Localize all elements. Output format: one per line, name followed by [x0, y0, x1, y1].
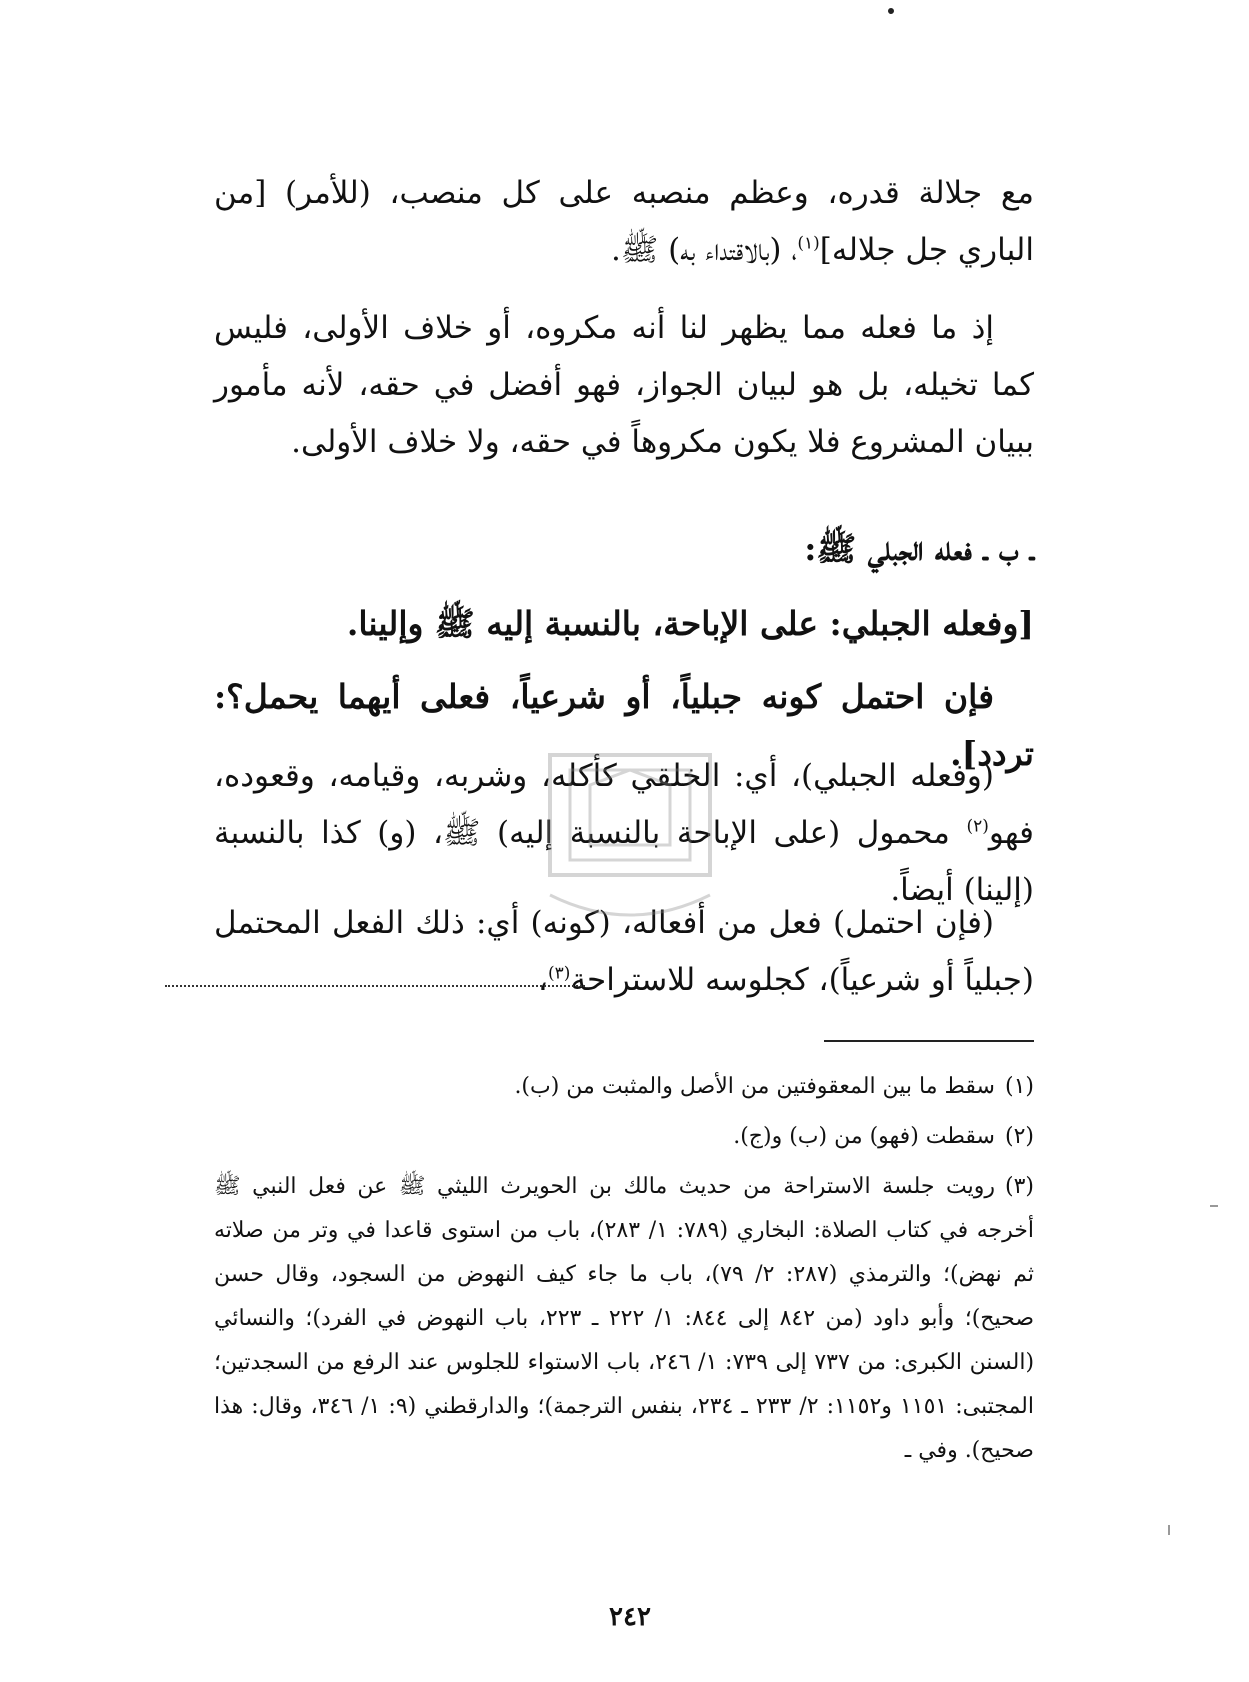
- footnote-ref-1[interactable]: (١): [797, 233, 820, 254]
- paragraph-3-text-a: (وفعله الجبلي)، أي: الخلقي كأكله، وشربه، وقيامه، وقعوده، فهو: [214, 758, 1034, 851]
- paragraph-3: [214, 748, 1034, 919]
- footnote-ref-3[interactable]: (٣): [548, 963, 571, 984]
- footnote-1-text: سقط ما بين المعقوفتين من الأصل والمثبت من (ب).: [514, 1074, 995, 1099]
- matn-line-1: [214, 595, 1034, 652]
- footnote-2-text: سقطت (فهو) من (ب) و(ج).: [733, 1124, 995, 1149]
- footnote-ref-2[interactable]: (٢): [966, 816, 989, 837]
- margin-mark: [1168, 1525, 1170, 1535]
- continuation-dots: [165, 985, 585, 987]
- paragraph-3-text-b: محمول (على الإباحة بالنسبة إليه) ﷺ، (و) كذا بالنسبة (إلينا) أيضاً.: [214, 815, 1034, 908]
- paragraph-1-tail: ، (بالاقتداء به) ﷺ.: [611, 232, 798, 268]
- paragraph-1: [214, 165, 1034, 279]
- paragraph-4-text-b: ،: [538, 962, 549, 998]
- scan-speck: [888, 8, 894, 14]
- footnote-2: [214, 1115, 1034, 1159]
- footnote-separator: [824, 1040, 1034, 1042]
- matn-line-2-text: فإن احتمل كونه جبلياً، أو شرعياً، فعلى أيهما يحمل؟: تردد].: [214, 677, 1034, 773]
- footnote-3-number: (٣): [1004, 1174, 1034, 1199]
- footnote-2-number: (٢): [1004, 1124, 1034, 1149]
- footnote-3-text: رويت جلسة الاستراحة من حديث مالك بن الحويرث الليثي ﷺ عن فعل النبي ﷺ أخرجه في كتاب الصلاة: البخاري (٧٨٩: ١/ ٢٨٣)، باب من استوى قاعدا في وتر من صلاته ثم نهض)؛ والترمذي (٢٨٧: ٢/ ٧٩)، باب ما جاء كيف النهوض من السجود، وقال حسن صحيح)؛ وأبو داود (من ٨٤٢ إلى ٨٤٤: ١/ ٢٢٢ ـ ٢٢٣، باب النهوض في الفرد)؛ والنسائي (السنن الكبرى: من ٧٣٧ إلى ٧٣٩: ١/ ٢٤٦، باب الاستواء للجلوس عند الرفع من السجدتين؛ المجتبى: ١١٥١ و١١٥٢: ٢/ ٢٣٣ ـ ٢٣٤، بنفس الترجمة)؛ والدارقطني (٩: ١/ ٣٤٦، وقال: هذا صحيح). وفي ـ: [214, 1174, 1035, 1463]
- paragraph-4: [214, 895, 1034, 1009]
- matn-line-1-text: [وفعله الجبلي: على الإباحة، بالنسبة إليه ﷺ وإلينا.: [346, 604, 1034, 643]
- section-heading-b-text: ـ ب ـ فعله الجبلي ﷺ:: [804, 529, 1034, 568]
- paragraph-1-text: مع جلالة قدره، وعظم منصبه على كل منصب، (للأمر) [من الباري جل جلاله]: [214, 175, 1034, 268]
- paragraph-4-text-a: (فإن احتمل) فعل من أفعاله، (كونه) أي: ذلك الفعل المحتمل (جبلياً أو شرعياً)، كجلوسه للاستراحة: [214, 905, 1034, 998]
- margin-mark: [1210, 1205, 1218, 1207]
- footnotes: [214, 1065, 1034, 1479]
- section-heading-b: [214, 520, 1034, 577]
- page-number: ٢٤٢: [609, 1602, 651, 1632]
- footnote-1: [214, 1065, 1034, 1109]
- paragraph-2-text: إذ ما فعله مما يظهر لنا أنه مكروه، أو خلاف الأولى، فليس كما تخيله، بل هو لبيان الجواز، فهو أفضل في حقه، لأنه مأمور ببيان المشروع فلا يكون مكروهاً في حقه، ولا خلاف الأولى.: [214, 310, 1034, 460]
- paragraph-2: [214, 300, 1034, 471]
- footnote-1-number: (١): [1004, 1074, 1034, 1099]
- footnote-3: [214, 1165, 1034, 1473]
